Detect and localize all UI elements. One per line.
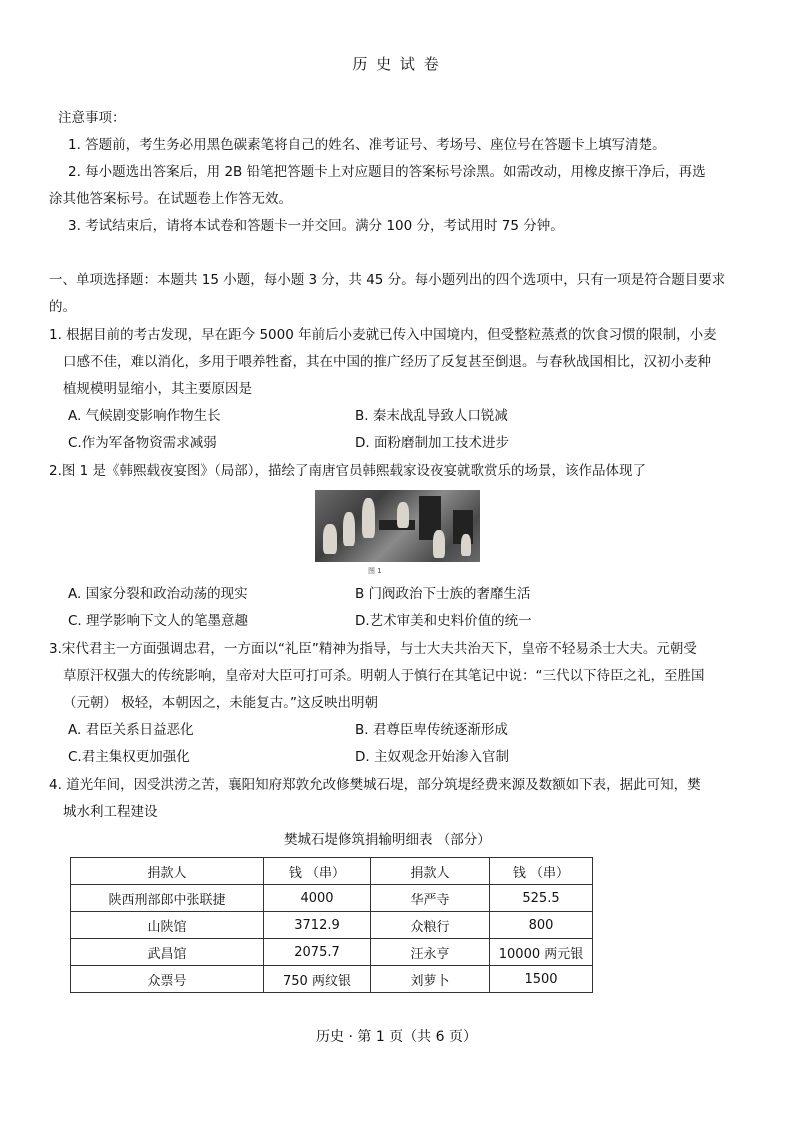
- header-cell: 钱 （串）: [490, 858, 593, 885]
- table-cell: 525.5: [490, 885, 593, 912]
- table-cell: 众票号: [71, 966, 264, 993]
- header-cell: 捐款人: [371, 858, 490, 885]
- table-cell: 刘萝卜: [371, 966, 490, 993]
- q3-option-b: B. 君尊臣卑传统逐渐形成: [355, 722, 508, 738]
- section-heading: 一、单项选择题：本题共 15 小题，每小题 3 分，共 45 分。每小题列出的四个选项中，只有一项是符合题目要求: [49, 272, 726, 288]
- notice-item-2-cont: 涂其他答案标号。在试题卷上作答无效。: [49, 191, 292, 207]
- q2-stem: 2.图 1 是《韩熙载夜宴图》（局部），描绘了南唐官员韩熙载家设夜宴就歌赏乐的场景，该作品体现了: [49, 463, 647, 479]
- q3-stem-3: （元朝） 极轻，本朝因之，未能复古。”这反映出明朝: [63, 695, 379, 711]
- q3-option-a: A. 君臣关系日益恶化: [68, 722, 194, 738]
- painting-image: [315, 490, 480, 562]
- q4-stem-1: 4. 道光年间，因受洪涝之苦，襄阳知府郑敦允改修樊城石堤，部分筑堤经费来源及数额如下表，据此可知，樊: [49, 777, 701, 793]
- table-cell: 山陕馆: [71, 912, 264, 939]
- table-cell: 武昌馆: [71, 939, 264, 966]
- table-cell: 2075.7: [264, 939, 371, 966]
- q1-stem-3: 植规模明显缩小，其主要原因是: [63, 381, 252, 397]
- table-cell: 陕西刑部郎中张联捷: [71, 885, 264, 912]
- table-row: [71, 939, 593, 966]
- table-cell: 众粮行: [371, 912, 490, 939]
- notice-item-3: 3. 考试结束后，请将本试卷和答题卡一并交回。满分 100 分，考试用时 75 分钟。: [68, 218, 564, 234]
- section-heading-cont: 的。: [49, 299, 76, 315]
- table-header-row: [71, 858, 593, 885]
- q1-option-c: C.作为军备物资需求减弱: [68, 435, 217, 451]
- q1-option-d: D. 面粉磨制加工技术进步: [355, 435, 509, 451]
- header-cell: 钱 （串）: [264, 858, 371, 885]
- q3-option-c: C.君主集权更加强化: [68, 749, 190, 765]
- notice-item-1: 1. 答题前，考生务必用黑色碳素笔将自己的姓名、准考证号、考场号、座位号在答题卡上填写清楚。: [68, 137, 666, 153]
- table-row: [71, 966, 593, 993]
- header-cell: 捐款人: [71, 858, 264, 885]
- q3-stem-2: 草原汗权强大的传统影响，皇帝对大臣可打可杀。明朝人于慎行在其笔记中说：“三代以下待臣之礼，至胜国: [63, 668, 705, 684]
- table-row: [71, 885, 593, 912]
- table-cell: 750 两纹银: [264, 966, 371, 993]
- q2-option-d: D.艺术审美和史料价值的统一: [355, 613, 532, 629]
- q2-option-c: C. 理学影响下文人的笔墨意趣: [68, 613, 249, 629]
- q2-option-a: A. 国家分裂和政治动荡的现实: [68, 586, 248, 602]
- q3-option-d: D. 主奴观念开始渗入官制: [355, 749, 509, 765]
- table-cell: 800: [490, 912, 593, 939]
- q1-stem-1: 1. 根据目前的考古发现，早在距今 5000 年前后小麦就已传入中国境内，但受整粒蒸煮的饮食习惯的限制，小麦: [49, 327, 717, 343]
- q2-option-b: B 门阀政治下士族的奢靡生活: [355, 586, 531, 602]
- table-cell: 1500: [490, 966, 593, 993]
- table-cell: 4000: [264, 885, 371, 912]
- q3-stem-1: 3.宋代君主一方面强调忠君，一方面以“礼臣”精神为指导，与士大夫共治天下，皇帝不轻易杀士大夫。元朝受: [49, 641, 697, 657]
- q1-option-b: B. 秦末战乱导致人口锐减: [355, 408, 508, 424]
- table-cell: 10000 两元银: [490, 939, 593, 966]
- donation-table: [70, 857, 593, 993]
- figure-caption: 图 1: [368, 567, 382, 575]
- page-footer: 历史 · 第 1 页（共 6 页）: [316, 1029, 477, 1045]
- table-cell: 华严寺: [371, 885, 490, 912]
- table-title: 樊城石堤修筑捐输明细表 （部分）: [284, 832, 491, 848]
- q1-option-a: A. 气候剧变影响作物生长: [68, 408, 221, 424]
- q4-stem-2: 城水利工程建设: [63, 804, 158, 820]
- page-title: 历 史 试 卷: [352, 55, 441, 73]
- table-cell: 汪永亨: [371, 939, 490, 966]
- table-cell: 3712.9: [264, 912, 371, 939]
- notice-item-2: 2. 每小题选出答案后，用 2B 铅笔把答题卡上对应题目的答案标号涂黑。如需改动，用橡皮擦干净后，再选: [68, 164, 706, 180]
- table-row: [71, 912, 593, 939]
- q1-stem-2: 口感不佳，难以消化，多用于喂养牲畜，其在中国的推广经历了反复甚至倒退。与春秋战国相比，汉初小麦种: [63, 354, 711, 370]
- notice-heading: 注意事项：: [58, 110, 126, 126]
